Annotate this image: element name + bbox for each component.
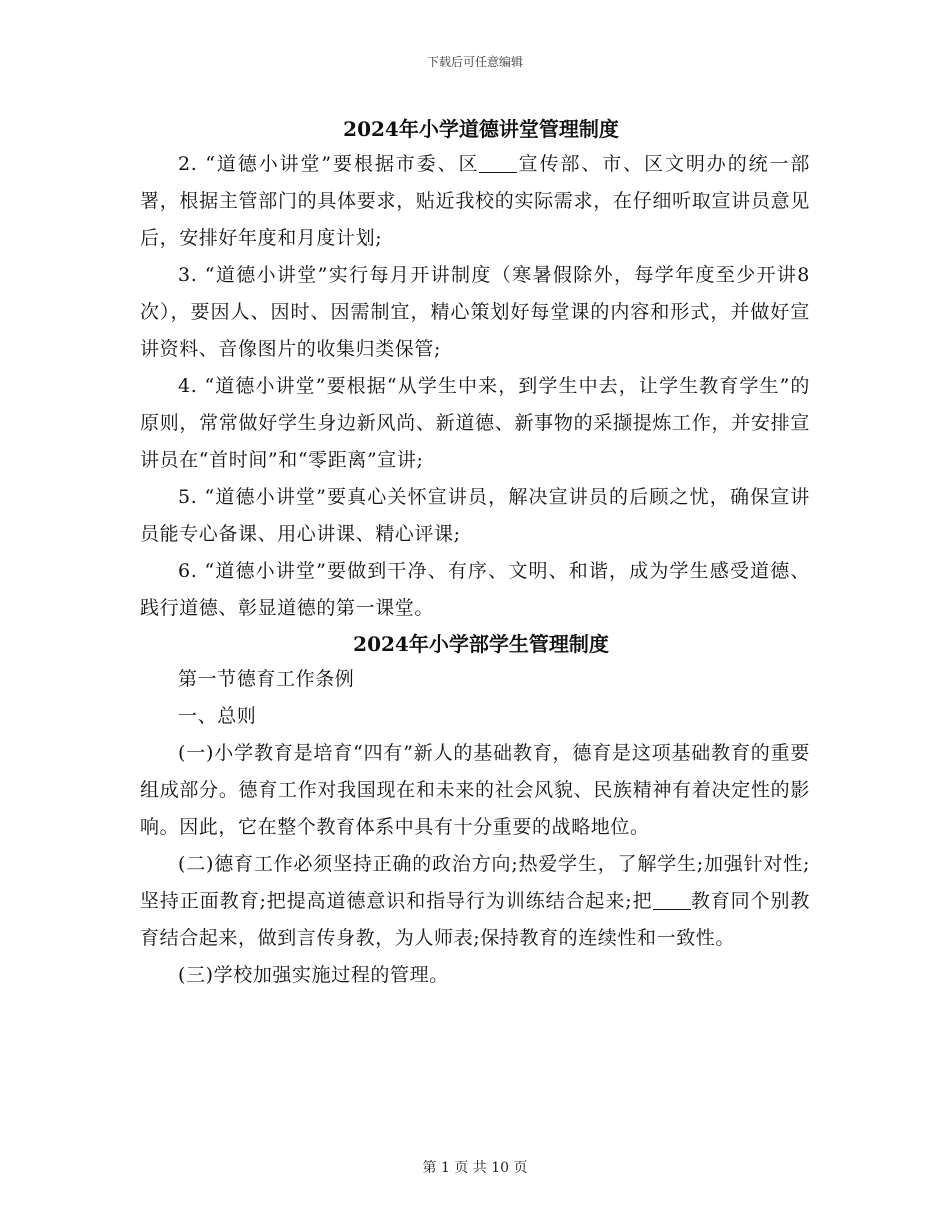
page-number: 第 1 页 共 10 页 — [422, 1160, 528, 1176]
paragraph-2-part-b: 宣传部、市、区文明办的统一部署，根据主管部门的具体要求，贴近我校的实际需求，在仔细听取宣讲员意见后，安排好年度和月度计划; — [140, 153, 811, 249]
blank-underline — [653, 890, 691, 910]
paragraph-3: 3. “道德小讲堂”实行每月开讲制度（寒暑假除外，每学年度至少开讲8次），要因人、因时、因需制宜，精心策划好每堂课的内容和形式，并做好宣讲资料、音像图片的收集归类保管; — [140, 264, 810, 360]
blank-underline — [479, 153, 517, 173]
general-heading: 一、总则 — [178, 705, 257, 727]
paragraph-6: 6. “道德小讲堂”要做到干净、有序、文明、和谐，成为学生感受道德、践行道德、彰显道德的第一课堂。 — [140, 560, 810, 619]
article-1: (一)小学教育是培育“四有”新人的基础教育，德育是这项基础教育的重要组成部分。德育工作对我国现在和未来的社会风貌、民族精神有着决定性的影响。因此，它在整个教育体系中具有十分重要的战略地位。 — [140, 742, 810, 838]
article-2-part-b: 教育同个别教育结合起来，做到言传身教，为人师表;保持教育的连续性和一致性。 — [140, 890, 810, 949]
article-2 — [140, 846, 810, 957]
document-body — [140, 112, 810, 994]
paragraph-2-part-a: 2. “道德小讲堂”要根据市委、区 — [178, 153, 480, 175]
paragraph-2 — [140, 146, 810, 257]
article-3: (三)学校加强实施过程的管理。 — [178, 964, 449, 986]
section-title-student-management: 2024年小学部学生管理制度 — [353, 632, 609, 656]
article-2-part-a: (二)德育工作必须坚持正确的政治方向;热爱学生，了解学生;加强针对性;坚持正面教育;把提高道德意识和指导行为训练结合起来;把 — [140, 853, 810, 912]
paragraph-4: 4. “道德小讲堂”要根据“从学生中来，到学生中去，让学生教育学生”的原则，常常做好学生身边新风尚、新道德、新事物的采撷提炼工作，并安排宣讲员在“首时间”和“零距离”宣讲; — [140, 375, 810, 471]
paragraph-5: 5. “道德小讲堂”要真心关怀宣讲员，解决宣讲员的后顾之忧，确保宣讲员能专心备课、用心讲课、精心评课; — [140, 486, 810, 545]
section-title-ethics-lecture: 2024年小学道德讲堂管理制度 — [343, 117, 619, 141]
header-note: 下载后可任意编辑 — [426, 55, 523, 69]
chapter-heading: 第一节德育工作条例 — [178, 668, 355, 690]
